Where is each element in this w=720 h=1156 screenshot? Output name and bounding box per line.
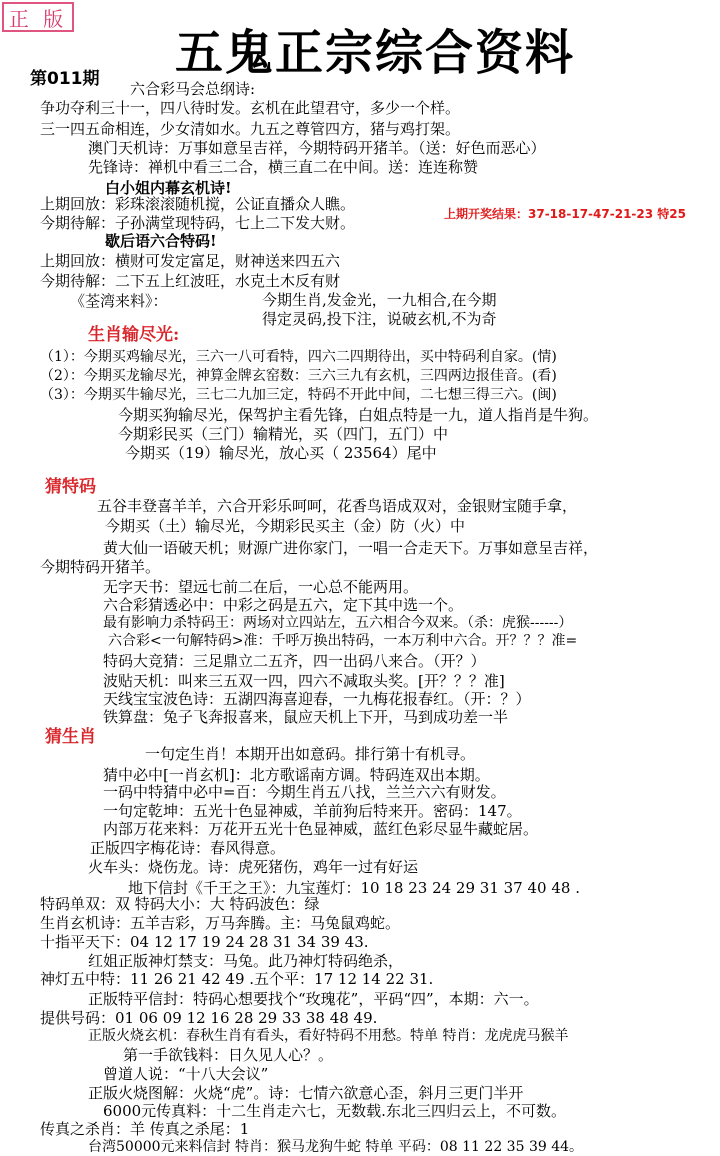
text-line: 红姐正版神灯禁支：马兔。此乃神灯特码绝杀， bbox=[88, 952, 404, 970]
text-line: 最有影响力杀特码王：两场对立四站左，五六相合今双来。（杀：虎猴------） bbox=[103, 615, 573, 631]
text-line: 先锋诗：禅机中看三二合，横三直二在中间。送：连连称赞 bbox=[88, 158, 479, 176]
text-line: 一句定生肖！本期开出如意码。排行第十有机寻。 bbox=[145, 745, 476, 763]
text-line: 六合彩马会总纲诗: bbox=[130, 80, 256, 98]
edition-stamp: 正 版 bbox=[2, 2, 74, 32]
section-heading: 生肖输尽光: bbox=[88, 325, 180, 345]
text-line: 争功夺利三十一，四八待时发。玄机在此望君守，多少一个样。 bbox=[40, 99, 461, 117]
section-heading: 猜生肖 bbox=[45, 727, 96, 747]
text-line: 正版特平信封：特码心想要找个“玫瑰花”，平码“四”，本期：六一。 bbox=[88, 990, 539, 1008]
text-line: 曾道人说：“十八大会议” bbox=[103, 1065, 269, 1083]
text-line: 澳门天机诗：万事如意呈吉祥，今期特码开猪羊。（送：好色而恶心） bbox=[88, 139, 546, 157]
text-line: 提供号码：01 06 09 12 16 28 29 33 38 48 49. bbox=[40, 1009, 378, 1027]
text-line: 《荃湾来料》： bbox=[70, 292, 168, 310]
text-line: 今期特码开猪羊。 bbox=[40, 558, 161, 576]
text-line: 第一手欲钱料：日久见人心？。 bbox=[123, 1046, 334, 1064]
text-line: 生肖玄机诗：五羊吉彩，万马奔腾。主：马兔鼠鸡蛇。 bbox=[40, 914, 401, 932]
text-line: 十指平天下：04 12 17 19 24 28 31 34 39 43. bbox=[40, 933, 369, 951]
text-line: 今期待解：二下五上红波旺，水克土木反有财 bbox=[40, 272, 341, 290]
section-heading: 猜特码 bbox=[45, 477, 96, 497]
text-line: 今期彩民买（三门）输精光，买（四门，五门）中 bbox=[118, 425, 449, 443]
text-line: 一句定乾坤：五光十色显神威，羊前狗后特来开。密码：147。 bbox=[103, 802, 522, 820]
text-line: 六合彩<一句解特码>准：千呼万换出特码，一本万利中六合。开？？？准= bbox=[108, 633, 578, 649]
text-line: 无字天书：望远七前二在后，一心总不能两用。 bbox=[103, 578, 419, 596]
text-line: 6000元传真料：十二生肖走六七，无数载.东北三四归云上，不可数。 bbox=[103, 1102, 566, 1120]
text-line: 上期回放：彩珠滚滚随机搅，公证直播众人瞧。 bbox=[40, 195, 356, 213]
section-subtitle: 白小姐内幕玄机诗! bbox=[105, 179, 232, 197]
text-line: 波贴天机：叫来三五双一四，四六不减取头奖。[开？？？准] bbox=[103, 672, 505, 690]
text-line: 今期买（土）输尽光，今期彩民买主（金）防（火）中 bbox=[105, 517, 466, 535]
text-line: 正版火烧图解：火烧“虎”。诗：七情六欲意心歪，斜月三更门半开 bbox=[88, 1084, 524, 1102]
text-line: 台湾50000元来料信封 特肖：猴马龙狗牛蛇 特单 平码：08 11 22 35 39 44。 bbox=[88, 1139, 584, 1155]
text-line: 一码中特猜中必中=百：今期生肖五八找，兰兰六六有财发。 bbox=[103, 783, 506, 801]
text-line: 上期回放：横财可发定富足，财神送来四五六 bbox=[40, 252, 341, 270]
text-line: 五谷丰登喜羊羊，六合开彩乐呵呵，花香鸟语成双对，金银财宝随手拿， bbox=[97, 497, 578, 515]
text-line: 得定灵码,投下注，说破玄机,不为奇 bbox=[262, 310, 497, 328]
text-line: 火车头：烧伤龙。诗：虎死猪伤，鸡年一过有好运 bbox=[88, 858, 419, 876]
text-line: 铁算盘：兔子飞奔报喜来，鼠应天机上下开，马到成功差一半 bbox=[103, 708, 509, 726]
text-line: 六合彩猜透必中：中彩之码是五六，定下其中选一个。 bbox=[103, 596, 464, 614]
text-line: 天线宝宝波色诗：五湖四海喜迎春，一九梅花报春红。（开：？） bbox=[103, 690, 531, 708]
text-line: 今期生肖,发金光，一九相合,在今期 bbox=[262, 291, 497, 309]
section-subtitle: 歇后语六合特码! bbox=[105, 232, 217, 250]
text-line: 内部万花来料：万花开五光十色显神威，蓝红色彩尽显牛藏蛇居。 bbox=[103, 820, 539, 838]
text-line: 传真之杀肖：羊 传真之杀尾：1 bbox=[40, 1120, 250, 1138]
issue-number: 第011期 bbox=[30, 69, 100, 89]
text-line: 正版火烧玄机：春秋生肖有看头，看好特码不用愁。特单 特肖：龙虎虎马猴羊 bbox=[88, 1028, 569, 1044]
text-line: （2）：今期买龙输尽光，神算金牌玄窑数：三六三九有玄机，三四两边报佳音。(看) bbox=[40, 368, 557, 384]
text-line: 今期买狗输尽光，保驾护主看先锋，白姐点特是一九，道人指肖是牛狗。 bbox=[118, 406, 599, 424]
text-line: 地下信封《千王之王》：九宝莲灯：10 18 23 24 29 31 37 40 48 . bbox=[128, 879, 580, 897]
text-line: 今期待解：子孙满堂现特码，七上二下发大财。 bbox=[40, 214, 356, 232]
text-line: 特码单双：双 特码大小：大 特码波色：绿 bbox=[40, 895, 320, 913]
last-draw-result: 上期开奖结果：37-18-17-47-21-23 特25 bbox=[444, 207, 686, 221]
text-line: （3）：今期买牛输尽光，三七二九加三定，特码不开此中间，二七想三得三六。(闽) bbox=[40, 387, 557, 403]
text-line: 猜中必中[一肖玄机]：北方歌谣南方调。特码连双出本期。 bbox=[103, 766, 490, 784]
text-line: 今期买（19）输尽光，放心买（ 23564）尾中 bbox=[125, 444, 437, 462]
text-line: 三一四五命相连，少女清如水。九五之尊管四方，猪与鸡打架。 bbox=[40, 120, 461, 138]
text-line: 正版四字梅花诗：春风得意。 bbox=[90, 839, 286, 857]
page-title: 五鬼正宗综合资料 bbox=[175, 25, 576, 81]
text-line: 神灯五中特：11 26 21 42 49 .五个平：17 12 14 22 31. bbox=[40, 970, 434, 988]
text-line: 黄大仙一语破天机；财源广进你家门，一唱一合走天下。万事如意呈吉祥， bbox=[103, 539, 599, 557]
text-line: 特码大竞猜：三足鼎立二五齐，四一出码八来合。（开？） bbox=[103, 652, 486, 670]
text-line: （1）：今期买鸡输尽光，三六一八可看特，四六二四期待出，买中特码利自家。(情) bbox=[40, 349, 557, 365]
